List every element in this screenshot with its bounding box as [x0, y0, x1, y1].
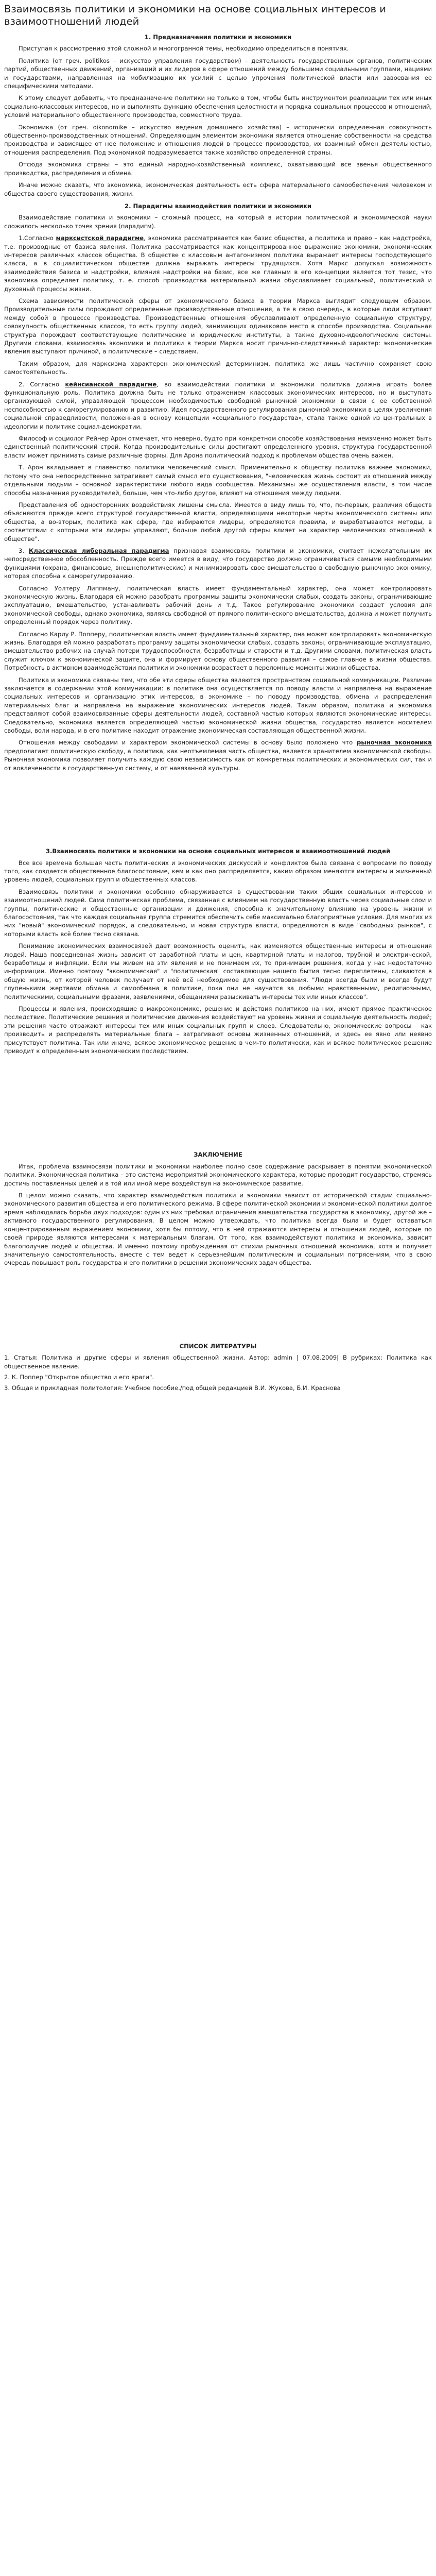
paragraph: Представления об односторонних воздействиях лишены смысла. Имеется в виду лишь то, что, по-первых, различия обществ объясняются прежде всего структурой государственной власти, определяющими некоторые черты экономического системы или общества, а во-вторых, политика как сфера, где избираются лидеры, определяются правила, и вырабатываются методы, в соответствии с которыми эти лидеры управляют, больше любой другой сферы влияет на характер человеческих отношений в обществе". — [4, 501, 432, 543]
paragraph: Т. Арон вкладывает в главенство политики человеческий смысл. Применительно к обществу политика важнее экономики, потому что она непосредственно затрагивает самый смысл его существования, "человеческая жизнь состоит из отношений между отдельными людьми – основной характеристики любого вида сообщества. Механизмы же осуществления власти, в том числе способы назначения руководителей, больше, чем что-либо другое, влияют на отношения между людьми. — [4, 464, 432, 497]
blank-space — [4, 1059, 432, 1146]
reference-item: 1. Статья: Политика и другие сферы и явления общественной жизни. Автор: admin | 07.08.2009| В рубриках: Политика как общественное явление. — [4, 1354, 432, 1370]
paragraph: Процессы и явления, происходящие в макроэкономике, решение и действия политиков на них, имеют прямое практическое последствие. Политические решения и политические движения воздействуют на уровень жизни и социальную деятельность людей; эти решения часто отражают интересы тех или иных социальных групп и слоев. Следовательно, экономические вопросы – как производить и распределять материальные блага – затрагивают основы жизненных отношений, и здесь ее явно или неявно присутствует политика. Так или иначе, всякое экономическое решение в чем-то политически, как и всякое политическое решение приводит к определенным экономическим последствиям. — [4, 1005, 432, 1055]
blank-space — [4, 776, 432, 843]
term-marxist: марксистской парадигме — [56, 234, 144, 242]
paragraph: Взаимодействие политики и экономики – сложный процесс, на который в истории политической и экономической науки сложилось несколько точек зрения (парадигм). — [4, 214, 432, 230]
section-heading: ЗАКЛЮЧЕНИЕ — [194, 1151, 242, 1159]
paragraph: Согласно Карлу Р. Попперу, политическая власть имеет фундаментальный характер, она может контролировать экономическую жизнь. Благодаря ей можно разработать программу защиты экономически слабых, создать законы, ограничивающие эксплуатацию, вмешательство рабочих на случай потери трудоспособности, безработицы и старости и т.д. Другими словами, политическая власть служит ключом к экономической защите, она и формирует основу общественного развития – самое главное в жизни общества. Потребность в активном взаимодействии политики и экономики возрастает в переломные моменты жизни общества. — [4, 630, 432, 672]
paragraph-market — [4, 738, 432, 772]
section-conclusion — [4, 1150, 432, 1267]
section-interests — [4, 847, 432, 1055]
reference-item: 3. Общая и прикладная политология: Учебное пособие./под общей редакцией В.И. Жукова, Б.И. Краснова — [4, 1384, 341, 1392]
item-text: предполагает политическую свободу, а политика, как неотъемлемая часть общества, является хранителем экономической свободы. Рыночная экономика позволяет получить каждую свою независимость как от конкретных политических и экономических сил, так и от вовлеченности в государственную систему, и от навязанной культуры. — [4, 747, 432, 772]
section-heading: 2. Парадигмы взаимодействия политики и экономики — [125, 202, 311, 210]
section-heading: 3.Взаимосвязь политики и экономики на основе социальных интересов и взаимоотношений людей — [45, 848, 391, 855]
paragraph: Политика (от греч. politikos – искусство управления государством) – деятельность государственных органов, политических партий, общественных движений, организаций и их лидеров в сфере отношений между большими социальными группами, нациями и государствами, направленная на мобилизацию их усилий с целью упрочения политической власти или завоевания ее специфическими методами. — [4, 57, 432, 90]
paragraph: Политика и экономика связаны тем, что обе эти сферы общества являются пространством социальной коммуникации. Различие заключается в содержании этой коммуникации: в политике она осуществляется по поводу власти и направлена на выражение социальных интересов и организацию этих интересов, в экономике – по поводу производства, обмена и распределения материальных благ и направлена на выражение экономических интересов людей. Таким образом, политика и экономика представляют собой взаимосвязанные сферы деятельности людей, составной частью которых являются экономические интересы. Следовательно, экономика является определяющей частью экономической жизни общества, государство является носителем свободы, воли народа, и в его политике находит отражение экономическая составляющая общественной жизни. — [4, 676, 432, 735]
paradigm-liberal — [4, 547, 432, 581]
reference-item: 2. К. Поппер "Открытое общество и его враги". — [4, 1373, 154, 1381]
item-text: , экономика рассматривается как базис общества, а политика и право – как надстройка, т.е. производные от базиса явления. Политика рассматривается как концентрированное выражение экономики, экономических интересов различных классов общества. В обществе с классовым антагонизмом политика выражает интересы господствующего класса, а в социалистическом обществе должна выражать интересы трудящихся. Хотя Маркс допускал возможность взаимодействия базиса и надстройки, влияния надстройки на базис, все же главным в его концепции является тот тезис, что экономика определяет политику, т. е. способ производства материальной жизни обуславливает социальный, политический и духовный процессы жизни. — [4, 234, 432, 293]
item-text: признавая взаимосвязь политики и экономики, считает нежелательным их непосредственное обособленность. Прежде всего имеется в виду, что государство должно ограничиваться самыми необходимыми функциями (охрана, финансовые, внешнеполитические) и минимизировать свое вмешательство в свободную рыночную экономику, которая способна к саморегулированию. — [4, 547, 432, 580]
paragraph: Философ и социолог Рейнер Арон отмечает, что неверно, будто при конкретном способе хозяйствования неизменно может быть единственный политический строй. Когда производительные силы достигают определенного уровня, структура государственной власти может принимать самые различные формы. Для Арона политический подход к проблемам общества очень важен. — [4, 435, 432, 459]
term-keynesian: кейнсианской парадигме — [65, 380, 157, 388]
paragraph: В целом можно сказать, что характер взаимодействия политики и экономики зависит от исторической стадии социально-экономического развития общества и его политического режима. В сфере политической экономии и экономической политики долгое время наблюдалась борьба двух подходов: один из них требовал ограничения вмешательства государства в экономику, другой же – активного государственного регулирования. В целом можно утверждать, что политика всегда была и будет оставаться концентрированным выражением экономики, хотя бы потому, что в ней отражаются интересы и отношения людей, которые по своей природе являются интересами к материальным благам. От того, как взаимодействуют политика и экономика, зависит благополучие людей и общества. И именно поэтому пробужденная от стихии рыночных отношений экономика, хотя и получает значительную самостоятельность, вместе с тем ведет к серьезнейшим политическим и социальным потрясениям, что в свою очередь повышает роль государства и его политики в решении экономических задач общества. — [4, 1192, 432, 1267]
paragraph: Схема зависимости политической сферы от экономического базиса в теории Маркса выглядит следующим образом. Производительные силы порождают определенные производственные отношения, а те в свою очередь, в которые люди вступают между собой в процессе производства. Производственные отношения обуславливают определенную социальную структуру, совокупность общественных классов, то есть группу людей, занимающих одинаковое место в способе производства. Социальная структура порождает соответствующие политические и юридические институты, а также духовно-идеологические системы. Другими словами, взаимосвязь экономики и политики в теории Маркса носит причинно-следственный характер: экономические явления выступают причиной, а политические – следствием. — [4, 297, 432, 355]
paragraph: Иначе можно сказать, что экономика, экономическая деятельность есть сфера материального самообеспечения человеком и общества своего существования, жизни. — [4, 181, 432, 197]
paragraph: Приступая к рассмотрению этой сложной и многогранной темы, необходимо определиться в понятиях. — [19, 45, 349, 53]
paradigm-keynesian — [4, 380, 432, 431]
paragraph: Экономика (от греч. oikonomike – искусство ведения домашнего хозяйства) – исторически определенная совокупность общественно-производственных отношений. Определяющим элементом экономики является отношение собственности на средства производства и зависящее от нее положение и отношения людей в процессе производства, их взаимный обмен деятельностью, отношения распределения. Под экономикой подразумевается также хозяйство определенной страны. — [4, 123, 432, 156]
blank-space — [4, 1271, 432, 1338]
term-market-economy: рыночная экономика — [356, 739, 432, 747]
paragraph: Таким образом, для марксизма характерен экономический детерминизм, политика же лишь частично сохраняет свою самостоятельность. — [4, 360, 432, 376]
item-text: Отношения между свободами и характером экономической системы в основу было положено что — [19, 739, 357, 747]
item-number: 2. Согласно — [19, 380, 65, 388]
section-paradigms — [4, 202, 432, 772]
paragraph: К этому следует добавить, что предназначение политики не только в том, чтобы быть инструментом реализации тех или иных социально-классовых интересов, но и выполнять функцию обеспечения целостности и порядка социальных процессов и отношений, условий материального общественного производства, совместного труда. — [4, 94, 432, 119]
section-heading: СПИСОК ЛИТЕРАТУРЫ — [179, 1342, 257, 1350]
paragraph: Итак, проблема взаимосвязи политики и экономики наиболее полно свое содержание раскрывает в понятии экономической политики. Экономическая политика – это система мероприятий экономического характера, которые проводит государство, стремясь достичь поставленных целей и в той или иной мере воздействуя на экономическое развитие. — [4, 1162, 432, 1187]
section-references — [4, 1342, 432, 1393]
paradigm-marxist — [4, 234, 432, 293]
page-title: Взаимосвязь политики и экономики на основе социальных интересов и взаимоотношений людей — [4, 3, 386, 27]
item-number: 3. — [19, 547, 29, 554]
paragraph: Согласно Уолтеру Липпману, политическая власть имеет фундаментальный характер, она может контролировать экономическую жизнь. Благодаря ей можно разобрать программы защиты экономически слабых, создать законы, ограничивающие эксплуатацию, вмешательство, устанавливать рабочий день и т.д. Такое регулирование экономики создает условия для экономической свободы, однако экономика, являясь свободной от прямого политического вмешательства, должна и может получить определенный порядок через политику. — [4, 584, 432, 626]
term-liberal: Классическая либеральная парадигма — [28, 547, 169, 554]
paragraph: Отсюда экономика страны – это единый народно-хозяйственный комплекс, охватывающий все звенья общественного производства, распределения и обмена. — [4, 161, 432, 177]
item-number: 1.Согласно — [19, 234, 56, 242]
paragraph: Все все времена большая часть политических и экономических дискуссий и конфликтов была связана с вопросами по поводу того, как создается общественное благосостояние, кем и как оно распределяется, каким образом меняются интересы и жизненный уровень людей, социальных групп и общественных классов. — [4, 859, 432, 884]
item-text: , во взаимодействии политики и экономики политика должна играть более функциональную роль. Политика должна быть не только отражением классовых экономических интересов, но и выступать организующей силой, управляющей процессом необходимостью свободной рыночной экономики в связи с ее собственной неспособностью к саморегулированию и развитию. Идея государственного регулирования рыночной экономики в целях увеличения социальной справедливости, положенная в основу концепции «социального государства», стала также одной из центральных в идеологии и политике социал-демократии. — [4, 380, 432, 430]
paragraph: Взаимосвязь политики и экономики особенно обнаруживается в существовании таких общих социальных интересов и взаимоотношений людей. Сама политическая проблема, связанная с влиянием на государственную власть через социальные слои и группы, политические и общественные организации и движения, способна к значительному влиянию на уровень жизни и благосостояния, так что каждая социальная группа стремится обеспечить себе максимально благоприятные условия. Для многих из них "новый" экономический порядок, а следовательно, и новая структура власти, определяются в виде "свободных рынков", с которыми власть всё более тесно связана. — [4, 888, 432, 938]
paragraph: Понимание экономических взаимосвязей дает возможность оценить, как изменяются общественные интересы и отношения людей. Наша повседневная жизнь зависит от заработной платы и цен, квартирной платы и налогов, трубной и электрической, безработицы и инфляции. Если мы живем на эти явления и не понимаем их, то принимаем решения, когда у нас недостаточно информации. Именно поэтому "экономическая" и "политическая" составляющие нашего бытия тесно переплетены, сливаются в общую жизнь, от которой человек получает от неё всё необходимое для существования. "Люди всегда были и всегда будут глупенькими жертвами обмана и самообмана в политике, пока они не научатся за любыми нравственными, религиозными, политическими, социальными фразами, заявлениями, обещаниями разыскивать интересы тех или иных классов". — [4, 942, 432, 1001]
section-heading: 1. Предназначения политики и экономики — [144, 33, 292, 41]
section-purposes — [4, 33, 432, 198]
